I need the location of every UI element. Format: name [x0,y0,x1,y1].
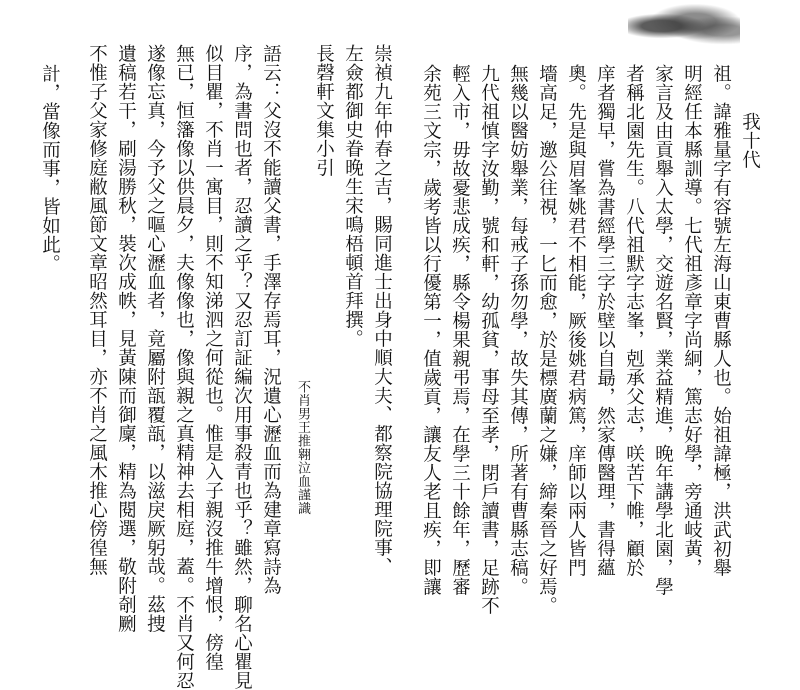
text-column: 似目瞿，不肖一寓目，則不知涕泗之何從也。惟是入子親沒推牛增恨，傍徨 [202,44,224,671]
text-column: 長磬軒文集小引 [313,44,335,177]
text-column: 祖。諱雅量字有容號左海山東曹縣人也。始祖諱極，洪武初舉 [710,64,732,577]
text-column: 左僉都御史眷晚生宋鳴梧頓首拜撰。 [342,44,364,348]
text-column: 語云：父沒不能讀父書，手澤存焉耳，況遺心瀝血而為建章寫詩為 [260,44,282,595]
text-column: 崇禎九年仲春之吉，賜同進士出身中順大夫、都察院協理院事、 [371,44,393,576]
text-column: 不惟子父家修庭敝風節文章昭然耳目，亦不肖之風木推心傍徨無 [86,44,108,576]
text-column: 奧。先是與眉峯姚君不相能，厥後姚君病篤，庠師以兩人皆門 [565,64,587,577]
text-column: 明經任本縣訓導。七代祖彥章字尚絅，篤志好學，旁通岐黃， [681,64,703,577]
text-column: 序，為書問也者，忍讀之乎？又忍訂証編次用事殺青也乎？雖然，聊名心瞿見 [231,44,253,690]
text-column: 遂像忘真，今予父之嘔心瀝血者，竟屬附瓿覆瓿，以滋戾厥躬哉。茲捜 [144,44,166,633]
text-column: 九代祖慎字汝勤，號和軒，幼孤貧，事母至孝，閉戶讀書，足跡不 [478,64,500,615]
text-column: 余苑三文宗，歲考皆以行優第一，值歲貢，讓友人老且疾，即讓 [420,64,442,596]
signature-note: 不肖男王推翱泣血謹識 [295,380,310,515]
text-column: 我十代 [739,112,761,169]
text-column: 計，當像而事，皆如此。 [39,64,61,273]
text-column: 庠者獨早，嘗為書經學三字於壁以自朂，然家傳醫理，書得蘊 [594,64,616,577]
text-column: 墻高足，邀公往視，一匕而愈，於是標廣蘭之嫌，締秦晉之好焉。 [536,64,558,615]
text-column: 遺稿若干，刷湯勝秋，裝次成帙，見黃陳而御廩，精為閱選，敬附剞劂 [115,44,137,633]
text-column: 輕入市，毋故憂悲成疾，縣令楊果親弔焉，在學三十餘年，歷審 [449,64,471,596]
text-column: 無幾以醫妨舉業，每戒子孫勿學，故失其傳，所著有曹縣志稿。 [507,64,529,596]
text-column: 家言及由貢舉入太學，交遊名賢，業益精進，晚年講學北園，學 [652,64,674,596]
ink-stain [628,4,740,48]
text-column: 無已，恒籓像以供晨夕，夫像像也，像與親之真精神去相庭，蓋。不肖又何忍 [173,44,195,690]
text-column: 者稱北園先生。八代祖默字志峯，剋承父志，咲苦下帷，顧於 [623,64,645,577]
